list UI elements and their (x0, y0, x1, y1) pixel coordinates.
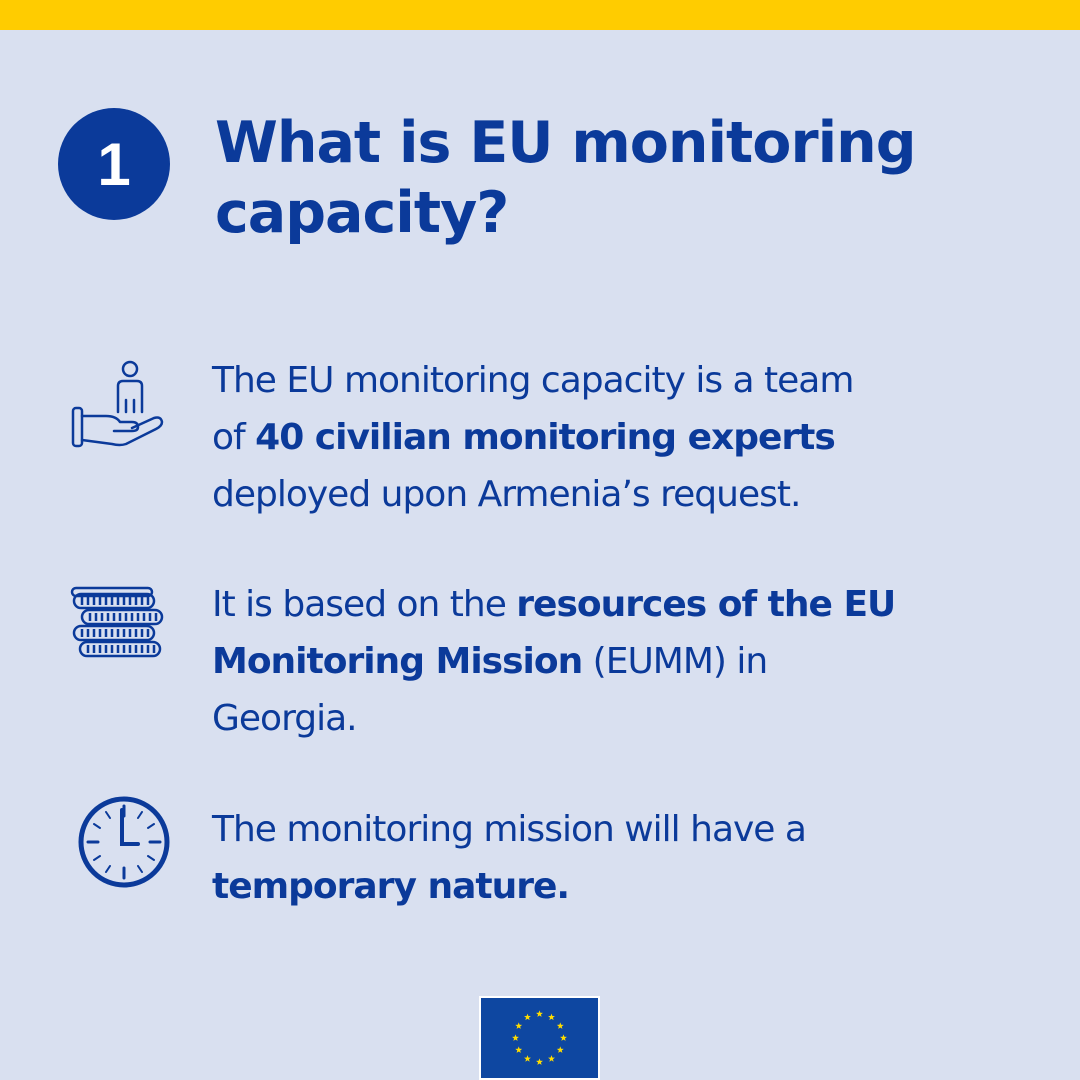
eu-flag-logo (481, 998, 598, 1078)
text-line (212, 801, 972, 858)
flag-star (536, 1058, 543, 1065)
flag-star (548, 1014, 555, 1021)
hand-person-icon (66, 356, 166, 456)
title-line-2: capacity? (215, 180, 509, 246)
text-segment: The EU monitoring capacity is a team (212, 360, 854, 401)
step-number-badge (58, 108, 170, 220)
flag-star (557, 1022, 564, 1029)
text-line (212, 690, 972, 747)
top-accent-bar (0, 0, 1080, 30)
flag-star (524, 1014, 531, 1021)
text-emphasis: Monitoring Mission (212, 641, 583, 682)
text-line (212, 633, 972, 690)
text-segment: of (212, 417, 256, 458)
flag-star (557, 1046, 564, 1053)
flag-star (515, 1046, 522, 1053)
text-segment: The monitoring mission will have a (212, 809, 806, 850)
text-segment: (EUMM) in (582, 641, 768, 682)
text-emphasis: 40 civilian monitoring experts (255, 417, 835, 458)
flag-star (560, 1034, 567, 1041)
text-line (212, 409, 972, 466)
text-segment: It is based on the (212, 584, 517, 625)
flag-star (536, 1010, 543, 1017)
text-segment: Georgia. (212, 698, 357, 739)
text-emphasis: temporary nature. (212, 866, 570, 907)
text-line (212, 466, 972, 523)
resources-description (212, 576, 972, 747)
text-line (212, 576, 972, 633)
flag-star (524, 1055, 531, 1062)
text-line (212, 352, 972, 409)
capacity-description (212, 352, 972, 523)
text-emphasis: resources of the EU (516, 584, 896, 625)
flag-star (548, 1055, 555, 1062)
clock-icon (76, 794, 172, 890)
coins-stack-icon (68, 586, 168, 680)
flag-star (515, 1022, 522, 1029)
flag-star (512, 1034, 519, 1041)
step-number: 1 (97, 130, 131, 198)
title-line-1: What is EU monitoring (215, 110, 916, 176)
text-segment: deployed upon Armenia’s request. (212, 474, 801, 515)
mission-duration-description (212, 801, 972, 915)
text-line (212, 858, 972, 915)
page-title (215, 108, 1035, 248)
